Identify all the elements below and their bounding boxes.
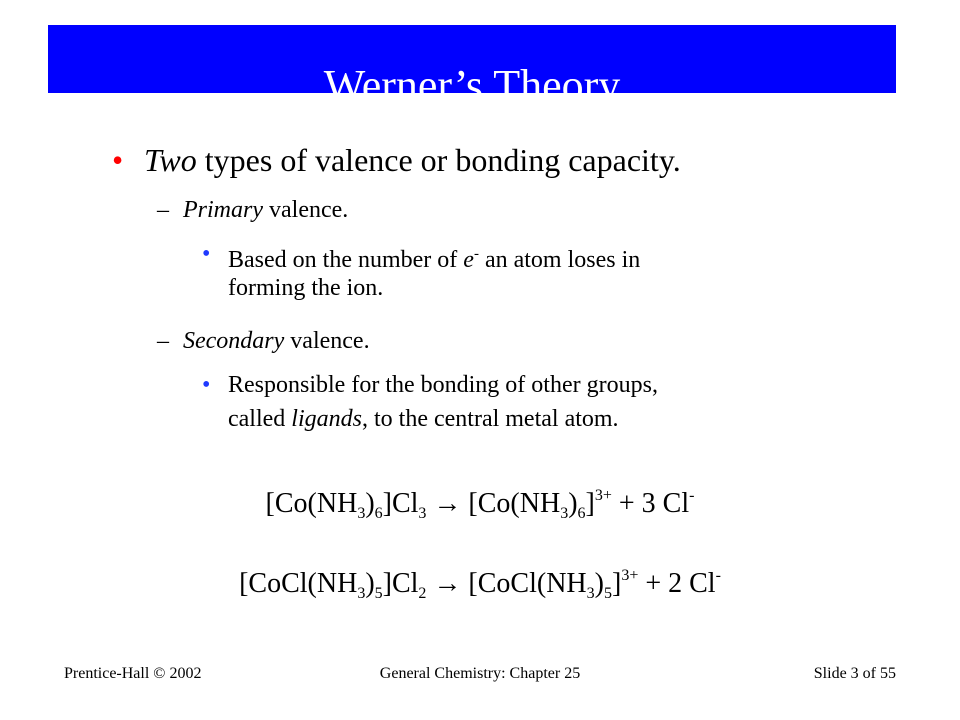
- charge-superscript: 3+: [594, 487, 612, 504]
- emphasis-text: Primary: [183, 197, 263, 223]
- subscript: 3: [560, 505, 569, 522]
- equation-pentaammine: [0, 566, 960, 602]
- bullet-marker: •: [202, 241, 211, 267]
- reaction-arrow: →: [426, 488, 469, 519]
- subscript: 6: [374, 505, 383, 522]
- subbullet-text: valence.: [263, 197, 349, 223]
- electron-symbol: e: [463, 247, 474, 273]
- dash-marker: –: [157, 197, 169, 223]
- detail-text: Responsible for the bonding of other groups,: [228, 372, 658, 398]
- footer-slide-number: Slide 3 of 55: [813, 665, 896, 682]
- detail-text: called: [228, 406, 292, 432]
- detail-text: Based on the number of: [228, 247, 464, 273]
- detail-text-continued: forming the ion.: [228, 275, 384, 301]
- formula-part: + 2 Cl: [638, 568, 716, 599]
- emphasis-text: Secondary: [183, 328, 285, 354]
- formula-part: ): [365, 568, 375, 599]
- subscript: 2: [418, 585, 427, 602]
- bullet-marker: •: [112, 142, 124, 178]
- subscript: 3: [357, 585, 366, 602]
- formula-part: + 3 Cl: [611, 488, 690, 519]
- reaction-arrow: →: [426, 568, 469, 599]
- formula-part: ]: [611, 568, 622, 599]
- electron-charge: -: [473, 246, 479, 262]
- formula-part: [Co(NH: [468, 488, 561, 519]
- formula-part: ): [365, 488, 375, 519]
- bullet-text: types of valence or bonding capacity.: [196, 142, 681, 178]
- ligands-term: ligands: [291, 406, 362, 432]
- slide-title: Werner’s Theory: [323, 61, 621, 110]
- bullet-marker: •: [202, 372, 211, 398]
- subscript: 3: [418, 505, 427, 522]
- formula-part: ]Cl: [382, 488, 419, 519]
- subscript: 3: [586, 585, 595, 602]
- title-bar: [48, 25, 896, 110]
- formula-part: ): [568, 488, 578, 519]
- subscript: 3: [357, 505, 366, 522]
- formula-part: ): [594, 568, 604, 599]
- subscript: 5: [603, 585, 612, 602]
- footer-chapter: General Chemistry: Chapter 25: [379, 665, 581, 682]
- dash-marker: –: [157, 328, 169, 354]
- formula-part: ]Cl: [382, 568, 419, 599]
- detail-text: , to the central metal atom.: [361, 406, 619, 432]
- equation-hexaammine: [0, 486, 960, 522]
- footer-publisher: Prentice-Hall © 2002: [64, 665, 202, 682]
- formula-part: [CoCl(NH: [239, 568, 358, 599]
- formula-part: ]: [585, 488, 595, 519]
- formula-part: [CoCl(NH: [468, 568, 587, 599]
- subscript: 5: [374, 585, 383, 602]
- detail-text: an atom loses in: [478, 247, 641, 273]
- charge-superscript: -: [715, 567, 721, 584]
- subbullet-text: valence.: [284, 328, 370, 354]
- charge-superscript: 3+: [621, 567, 639, 584]
- charge-superscript: -: [689, 487, 695, 504]
- subscript: 6: [577, 505, 586, 522]
- formula-part: [Co(NH: [265, 488, 358, 519]
- emphasis-text: Two: [144, 142, 197, 178]
